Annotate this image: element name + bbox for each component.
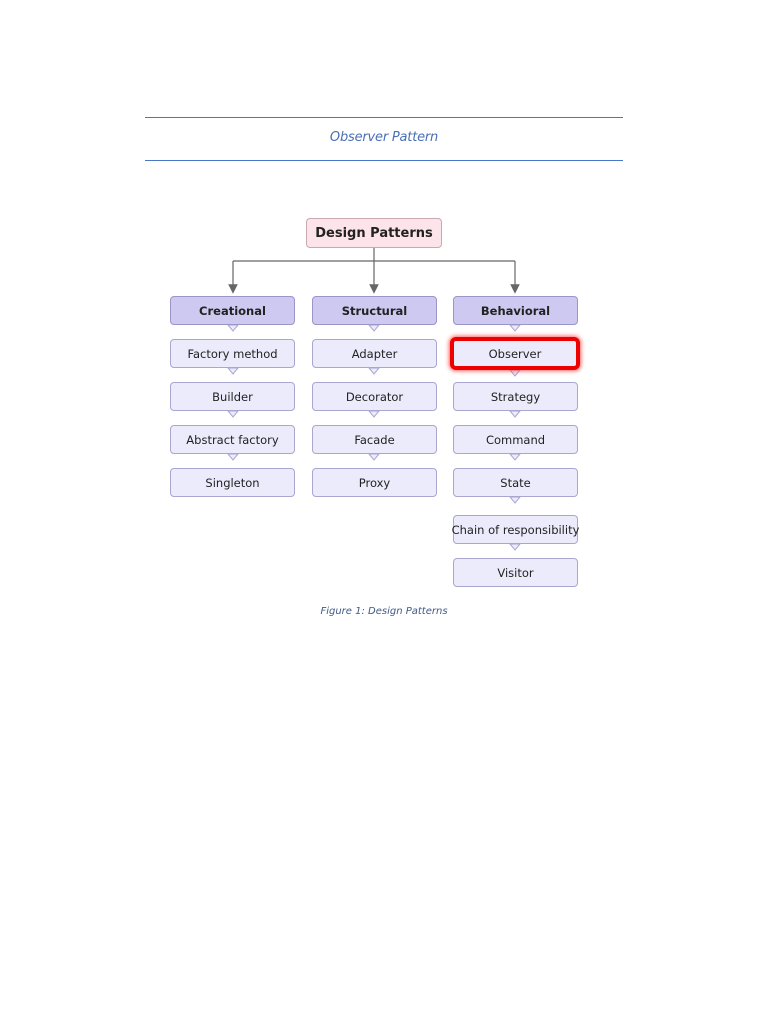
callout-pointer [510, 454, 520, 460]
callout-pointer [510, 544, 520, 550]
item-visitor: Visitor [453, 558, 578, 587]
item-decorator: Decorator [312, 382, 437, 411]
item-chain-of-responsibility: Chain of responsibility [453, 515, 578, 544]
callout-pointer [510, 411, 520, 417]
callout-pointer [228, 454, 238, 460]
figure-caption: Figure 1: Design Patterns [320, 606, 448, 617]
callout-pointer [228, 325, 238, 331]
root-node: Design Patterns [306, 218, 442, 248]
callout-pointer [228, 411, 238, 417]
category-structural: Structural [312, 296, 437, 325]
callout-pointer [369, 368, 379, 374]
item-observer-highlighted: Observer [450, 337, 580, 370]
callout-pointer [228, 368, 238, 374]
category-behavioral: Behavioral [453, 296, 578, 325]
item-command: Command [453, 425, 578, 454]
item-singleton: Singleton [170, 468, 295, 497]
item-strategy: Strategy [453, 382, 578, 411]
callout-pointer [369, 454, 379, 460]
callout-pointer [510, 325, 520, 331]
item-abstract-factory: Abstract factory [170, 425, 295, 454]
item-adapter: Adapter [312, 339, 437, 368]
callout-pointer [369, 411, 379, 417]
item-proxy: Proxy [312, 468, 437, 497]
category-creational: Creational [170, 296, 295, 325]
item-builder: Builder [170, 382, 295, 411]
item-factory-method: Factory method [170, 339, 295, 368]
callout-pointer [369, 325, 379, 331]
item-facade: Facade [312, 425, 437, 454]
item-state: State [453, 468, 578, 497]
callout-pointer [510, 370, 520, 376]
callout-pointer [510, 497, 520, 503]
page-title: Observer Pattern [329, 130, 439, 145]
